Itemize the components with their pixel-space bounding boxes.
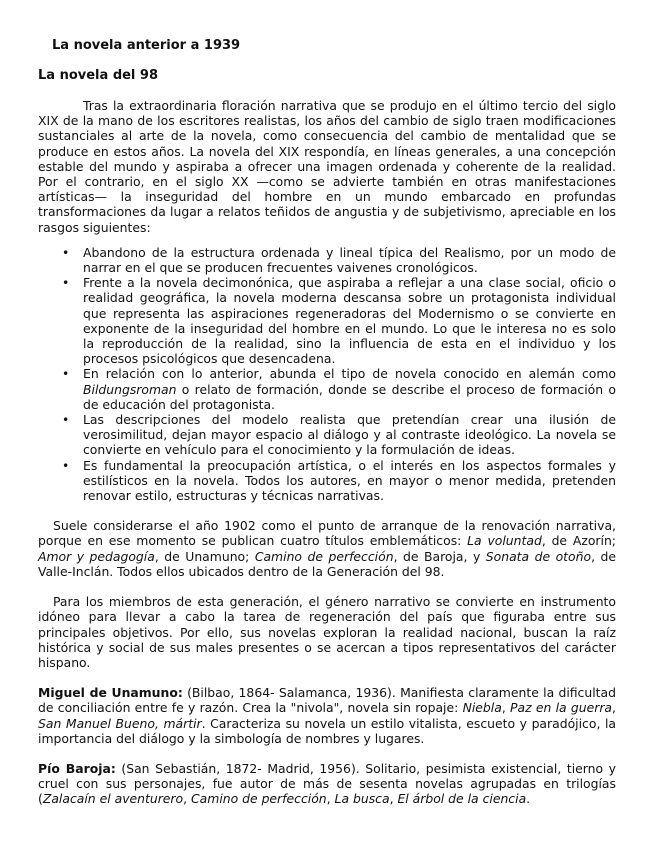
text-run: , de Valle-Inclán. Todos ellos ubicados dentro de la Generación del 98. (38, 548, 616, 579)
section-title: La novela del 98 (38, 68, 159, 83)
text-run: (Bilbao, 1864- Salamanca, 1936). Manifiesta claramente la dificultad de conciliación entre fe y razón. Crea la "nivola", novela sin ropaje: (38, 685, 616, 716)
list-item-text: Es fundamental la preocupación artística, o el interés en los aspectos formales y estilísticos en la novela. Todos los autores, en mayor o menor medida, pretenden renovar estilo, estructuras y técnicas narrativas. (83, 457, 616, 504)
author-name: Pío Baroja: (38, 760, 116, 776)
bullet-icon: • (62, 457, 70, 473)
text-run: , de Unamuno; (154, 548, 255, 564)
work-title: Sonata de otoño (485, 548, 592, 564)
bullet-icon: • (62, 366, 70, 382)
text-run: , de Baroja, y (393, 548, 486, 564)
work-title: La busca (334, 791, 390, 807)
bullet-icon: • (62, 412, 70, 428)
text-run: , (389, 791, 398, 807)
text-run: , (612, 700, 616, 716)
text-run: , de Azorín; (541, 533, 616, 549)
author-unamuno (38, 685, 616, 746)
bullet-icon: • (62, 275, 70, 291)
author-name: Miguel de Unamuno: (38, 685, 183, 701)
text-run: . (526, 791, 531, 807)
text-run: . Caracteriza su novela un estilo vitalista, escueto y paradójico, la importancia del diálogo y la simbología de nombres y lugares. (38, 715, 616, 746)
list-item-text: Abandono de la estructura ordenada y lineal típica del Realismo, por un modo de narrar en el que se producen frecuentes vaivenes cronológicos. (83, 244, 616, 276)
list-item-text: o relato de formación, donde se describe el proceso de formación o de educación del protagonista. (83, 381, 616, 412)
bullet-icon: • (62, 244, 70, 260)
document-page (38, 32, 616, 807)
list-item-text: Las descripciones del modelo realista que pretendían crear una ilusión de verosimilitud, dejan mayor espacio al diálogo y al contraste ideológico. La novela se convierte en vehículo para el conocimiento y la formulación de ideas. (83, 412, 616, 458)
text-run: , (501, 700, 511, 716)
paragraph-1902 (38, 518, 616, 579)
term-bildungsroman: Bildungsroman (83, 381, 177, 397)
work-title: Amor y pedagogía (38, 548, 155, 564)
work-title: Camino de perfección (191, 791, 327, 807)
author-baroja (38, 761, 616, 807)
text-run: , (183, 791, 192, 807)
list-item (62, 412, 616, 458)
work-title: El árbol de la ciencia (397, 791, 527, 807)
text-run: , (326, 791, 335, 807)
work-title: Zalacaín el aventurero (42, 791, 184, 807)
work-title: Camino de perfección (254, 548, 394, 564)
features-list (38, 245, 616, 503)
list-item (62, 457, 616, 504)
list-item-text: En relación con lo anterior, abunda el tipo de novela conocido en alemán como (83, 366, 616, 382)
text-run: Suele considerarse el año 1902 como el punto de arranque de la renovación narrativa, porque en ese momento se publican cuatro títulos emblemáticos: (38, 518, 616, 549)
list-item-text: Frente a la novela decimonónica, que aspiraba a reflejar a una clase social, oficio o realidad geográfica, la novela moderna descansa sobre un protagonista individual que representa las aspiraciones regeneradoras del Modernismo o se convierte en exponente de la inseguridad del hombre en el mundo. Lo que le interesa no es solo la reproducción de la realidad, sino la influencia de esta en el individuo y los procesos psicológicos que desencadena. (83, 275, 616, 367)
list-item (62, 366, 616, 412)
work-title: San Manuel Bueno, mártir (38, 715, 202, 731)
list-item (62, 275, 616, 367)
work-title: La voluntad (467, 533, 542, 549)
document-title: La novela anterior a 1939 (52, 38, 241, 53)
list-item (62, 244, 616, 276)
work-title: Niebla (462, 700, 502, 716)
paragraph-generation: Para los miembros de esta generación, el género narrativo se convierte en instrumento idóneo para llevar a cabo la tarea de regeneración del país que figuraba entre sus principales objetivos. Por ello, sus novelas exploran la realidad nacional, buscan la raíz histórica y social de sus males presentes o se acercan a tipos representativos del carácter hispano. (38, 594, 616, 670)
intro-paragraph: Tras la extraordinaria floración narrativa que se produjo en el último tercio del siglo XIX de la mano de los escritores realistas, los años del cambio de siglo traen modificaciones sustanciales al arte de la novela, como consecuencia del cambio de mentalidad que se produce en estos años. La novela del XIX respondía, en líneas generales, a una concepción estable del mundo y aspiraba a ofrecer una imagen ordenada y coherente de la realidad. Por el contrario, en el siglo XX —como se advierte también en otras manifestaciones artísticas— la inseguridad del hombre en un mundo embarcado en profundas transformaciones da lugar a relatos teñidos de angustia y de subjetivismo, apreciable en los rasgos siguientes: (38, 98, 616, 235)
work-title: Paz en la guerra (510, 700, 613, 716)
text-run: (San Sebastián, 1872- Madrid, 1956). Solitario, pesimista existencial, tierno y cruel con sus personajes, fue autor de más de sesenta novelas agrupadas en trilogías ( (38, 760, 617, 807)
